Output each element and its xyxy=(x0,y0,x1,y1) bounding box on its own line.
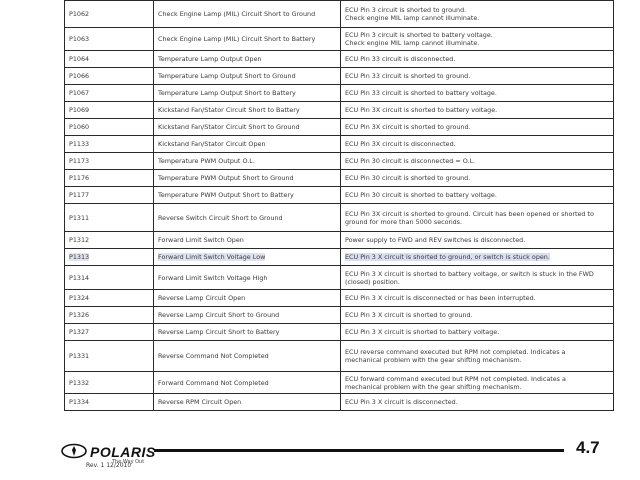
dtc-condition-cell xyxy=(341,1,614,28)
dtc-condition-line: ECU Pin 3 X circuit is shorted to ground. xyxy=(345,311,473,319)
dtc-description-cell xyxy=(154,136,341,153)
dtc-description: Reverse Lamp Circuit Open xyxy=(158,294,246,302)
dtc-description-cell xyxy=(154,51,341,68)
dtc-condition-line: mechanical problem with the gear shifting mechanism. xyxy=(345,382,522,391)
dtc-condition-line: (closed) position. xyxy=(345,277,400,286)
dtc-condition-cell xyxy=(341,372,614,394)
table-row xyxy=(65,394,614,411)
dtc-condition-cell xyxy=(341,136,614,153)
dtc-condition-cell xyxy=(341,102,614,119)
dtc-description-cell xyxy=(154,153,341,170)
dtc-description: Kickstand Fan/Stator Circuit Open xyxy=(158,140,266,148)
dtc-code-cell xyxy=(65,85,154,102)
dtc-description-cell xyxy=(154,102,341,119)
page-number: 4.7 xyxy=(576,438,600,457)
dtc-code-cell xyxy=(65,51,154,68)
dtc-code: P1066 xyxy=(69,72,90,80)
dtc-condition-cell xyxy=(341,204,614,232)
dtc-code: P1313 xyxy=(69,253,90,261)
dtc-description-cell xyxy=(154,187,341,204)
dtc-condition-cell xyxy=(341,68,614,85)
dtc-condition-line: ECU Pin 3 circuit is shorted to battery voltage. xyxy=(345,31,493,39)
dtc-description-cell xyxy=(154,341,341,372)
dtc-code-cell xyxy=(65,341,154,372)
dtc-description: Kickstand Fan/Stator Circuit Short to Ground xyxy=(158,123,300,131)
dtc-condition-cell xyxy=(341,119,614,136)
dtc-code: P1332 xyxy=(69,378,90,387)
dtc-description: Temperature PWM Output Short to Battery xyxy=(158,191,294,199)
dtc-code: P1177 xyxy=(69,191,90,199)
dtc-code-cell xyxy=(65,102,154,119)
dtc-code-cell xyxy=(65,170,154,187)
dtc-condition-line: ECU reverse command executed but RPM not completed. Indicates a xyxy=(345,348,566,356)
dtc-code: P1326 xyxy=(69,311,90,319)
dtc-code: P1314 xyxy=(69,273,90,282)
dtc-condition-cell xyxy=(341,290,614,307)
dtc-description: Forward Limit Switch Voltage Low xyxy=(158,253,266,261)
table-row xyxy=(65,290,614,307)
dtc-description: Reverse Command Not Completed xyxy=(158,352,269,360)
dtc-description-cell xyxy=(154,232,341,249)
dtc-condition-line: ECU Pin 3X circuit is shorted to battery voltage. xyxy=(345,106,498,114)
dtc-condition-line: Check engine MIL lamp cannot illuminate. xyxy=(345,39,480,47)
dtc-condition-line: ECU Pin 30 circuit is shorted to ground. xyxy=(345,174,471,182)
dtc-code-cell xyxy=(65,28,154,51)
dtc-code: P1063 xyxy=(69,35,90,43)
polaris-emblem-icon xyxy=(60,442,90,462)
table-row xyxy=(65,136,614,153)
dtc-code-cell xyxy=(65,307,154,324)
dtc-description: Forward Command Not Completed xyxy=(158,378,269,387)
polaris-logo xyxy=(60,442,160,464)
dtc-condition-line: ECU Pin 3 X circuit is shorted to ground, or switch is stuck open. xyxy=(345,253,550,261)
dtc-condition-line: ECU Pin 3 X circuit is disconnected or has been interrupted. xyxy=(345,294,536,302)
dtc-condition-line: mechanical problem with the gear shifting mechanism. xyxy=(345,356,522,364)
dtc-code-cell xyxy=(65,153,154,170)
dtc-description-cell xyxy=(154,324,341,341)
dtc-code: P1331 xyxy=(69,352,90,360)
dtc-code-cell xyxy=(65,266,154,290)
dtc-description: Check Engine Lamp (MIL) Circuit Short to Battery xyxy=(158,35,316,43)
dtc-description-cell xyxy=(154,249,341,266)
dtc-code-cell xyxy=(65,372,154,394)
dtc-condition-cell xyxy=(341,324,614,341)
table-row xyxy=(65,307,614,324)
dtc-description-cell xyxy=(154,307,341,324)
dtc-code: P1334 xyxy=(69,398,90,406)
dtc-description-cell xyxy=(154,266,341,290)
dtc-condition-cell xyxy=(341,341,614,372)
dtc-condition-line: Power supply to FWD and REV switches is disconnected. xyxy=(345,236,526,244)
dtc-code-cell xyxy=(65,394,154,411)
dtc-description: Temperature Lamp Output Open xyxy=(158,55,262,63)
dtc-condition-cell xyxy=(341,187,614,204)
dtc-condition-line: ECU forward command executed but RPM not completed. Indicates a xyxy=(345,374,566,383)
dtc-condition-cell xyxy=(341,51,614,68)
code-table-body xyxy=(65,1,614,411)
dtc-code-cell xyxy=(65,187,154,204)
dtc-condition-line: ECU Pin 30 circuit is shorted to battery voltage. xyxy=(345,191,497,199)
table-row xyxy=(65,28,614,51)
table-row xyxy=(65,102,614,119)
dtc-code-cell xyxy=(65,136,154,153)
dtc-code-cell xyxy=(65,68,154,85)
dtc-code: P1062 xyxy=(69,10,90,18)
dtc-condition-line: ECU Pin 3X circuit is shorted to ground. xyxy=(345,123,471,131)
dtc-description: Temperature PWM Output O.L. xyxy=(158,157,255,165)
dtc-code: P1311 xyxy=(69,213,90,222)
dtc-code: P1324 xyxy=(69,294,90,302)
dtc-condition-cell xyxy=(341,232,614,249)
dtc-description: Temperature Lamp Output Short to Ground xyxy=(158,72,296,80)
table-row xyxy=(65,341,614,372)
table-row xyxy=(65,249,614,266)
table-row xyxy=(65,85,614,102)
dtc-description-cell xyxy=(154,290,341,307)
table-row xyxy=(65,266,614,290)
table-row xyxy=(65,170,614,187)
table-row xyxy=(65,68,614,85)
dtc-description-cell xyxy=(154,68,341,85)
brand-tagline: The Way Out xyxy=(112,459,145,465)
dtc-condition-line: ECU Pin 33 circuit is disconnected. xyxy=(345,55,456,63)
dtc-code-cell xyxy=(65,249,154,266)
dtc-condition-cell xyxy=(341,394,614,411)
dtc-condition-cell xyxy=(341,170,614,187)
dtc-description: Reverse Lamp Circuit Short to Battery xyxy=(158,328,280,336)
dtc-description-cell xyxy=(154,204,341,232)
revision-text: Rev. 1 12/2010 xyxy=(86,462,132,469)
diagnostic-code-table xyxy=(64,0,614,411)
dtc-description: Forward Limit Switch Open xyxy=(158,236,244,244)
dtc-description-cell xyxy=(154,1,341,28)
dtc-description-cell xyxy=(154,28,341,51)
table-row xyxy=(65,372,614,394)
dtc-condition-line: ECU Pin 30 circuit is disconnected = O.L. xyxy=(345,157,476,165)
dtc-condition-line: ECU Pin 33 circuit is shorted to battery voltage. xyxy=(345,89,497,97)
dtc-condition-line: ECU Pin 3 X circuit is shorted to battery voltage. xyxy=(345,328,500,336)
dtc-description: Kickstand Fan/Stator Circuit Short to Battery xyxy=(158,106,300,114)
dtc-description: Reverse RPM Circuit Open xyxy=(158,398,242,406)
dtc-code-cell xyxy=(65,232,154,249)
dtc-condition-line: ground for more than 5000 seconds. xyxy=(345,217,463,226)
table-row xyxy=(65,187,614,204)
dtc-condition-line: ECU Pin 3X circuit is disconnected. xyxy=(345,140,456,148)
footer-rule xyxy=(154,449,564,452)
dtc-code: P1176 xyxy=(69,174,90,182)
dtc-condition-cell xyxy=(341,307,614,324)
dtc-description: Temperature PWM Output Short to Ground xyxy=(158,174,294,182)
dtc-description: Reverse Switch Circuit Short to Ground xyxy=(158,213,283,222)
dtc-code-cell xyxy=(65,290,154,307)
table-row xyxy=(65,51,614,68)
dtc-condition-line: ECU Pin 3 circuit is shorted to ground. xyxy=(345,6,467,14)
dtc-code-cell xyxy=(65,1,154,28)
dtc-description-cell xyxy=(154,119,341,136)
dtc-condition-line: ECU Pin 3 X circuit is disconnected. xyxy=(345,398,458,406)
dtc-code: P1173 xyxy=(69,157,90,165)
table-row xyxy=(65,232,614,249)
dtc-code: P1064 xyxy=(69,55,90,63)
dtc-description: Temperature Lamp Output Short to Battery xyxy=(158,89,296,97)
dtc-code: P1133 xyxy=(69,140,90,148)
table-row xyxy=(65,324,614,341)
dtc-code: P1312 xyxy=(69,236,90,244)
table-row xyxy=(65,204,614,232)
dtc-condition-cell xyxy=(341,266,614,290)
dtc-condition-cell xyxy=(341,28,614,51)
dtc-condition-line: Check engine MIL lamp cannot illuminate. xyxy=(345,14,480,22)
dtc-description-cell xyxy=(154,394,341,411)
dtc-condition-line: ECU Pin 33 circuit is shorted to ground. xyxy=(345,72,471,80)
dtc-description: Check Engine Lamp (MIL) Circuit Short to Ground xyxy=(158,10,316,18)
dtc-code: P1060 xyxy=(69,123,90,131)
dtc-description-cell xyxy=(154,170,341,187)
dtc-condition-line: ECU Pin 3X circuit is shorted to ground. Circuit has been opened or shorted to xyxy=(345,209,594,218)
brand-name: POLARIS xyxy=(90,444,156,460)
dtc-code: P1069 xyxy=(69,106,90,114)
dtc-condition-cell xyxy=(341,153,614,170)
dtc-code: P1067 xyxy=(69,89,90,97)
dtc-condition-cell xyxy=(341,85,614,102)
dtc-description-cell xyxy=(154,85,341,102)
dtc-description-cell xyxy=(154,372,341,394)
table-row xyxy=(65,153,614,170)
table-row xyxy=(65,119,614,136)
dtc-condition-line: ECU Pin 3 X circuit is shorted to battery voltage, or switch is stuck in the FWD xyxy=(345,269,594,278)
dtc-code-cell xyxy=(65,204,154,232)
dtc-condition-cell xyxy=(341,249,614,266)
dtc-code-cell xyxy=(65,324,154,341)
table-row xyxy=(65,1,614,28)
dtc-description: Reverse Lamp Circuit Short to Ground xyxy=(158,311,280,319)
dtc-description: Forward Limit Switch Voltage High xyxy=(158,273,268,282)
dtc-code: P1327 xyxy=(69,328,90,336)
dtc-code-cell xyxy=(65,119,154,136)
